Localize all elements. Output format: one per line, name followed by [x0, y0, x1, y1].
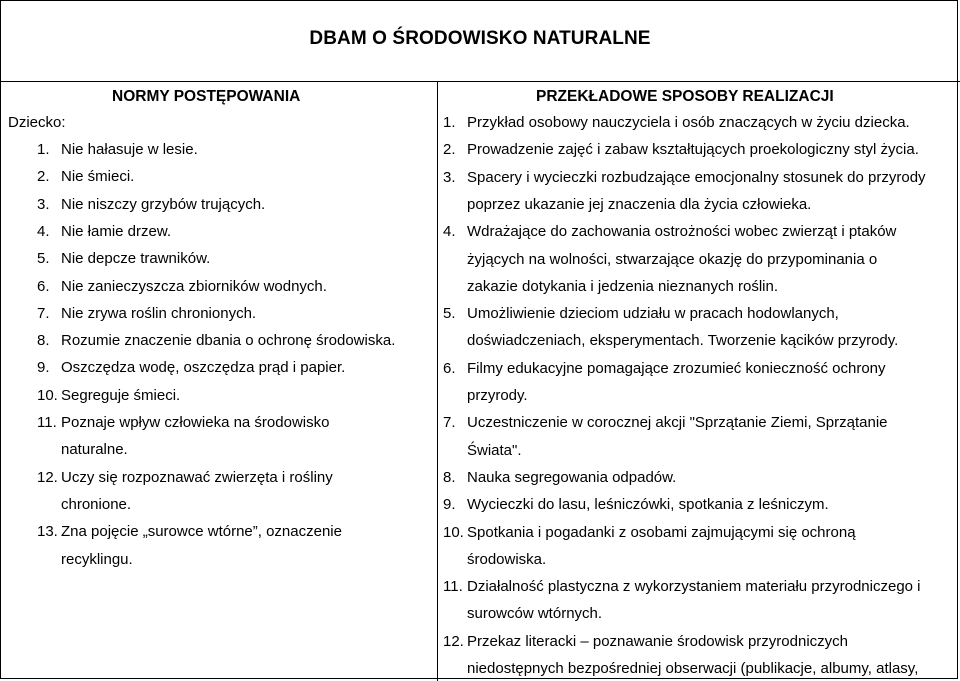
left-item-text: Nie depcze trawników.	[61, 250, 211, 268]
right-item-number: 2.	[443, 141, 456, 159]
left-item-text: Rozumie znaczenie dbania o ochronę środowiska.	[61, 332, 396, 350]
right-item-number: 4.	[443, 223, 456, 241]
right-item-number: 7.	[443, 414, 456, 432]
right-item-text: poprzez ukazanie jej znaczenia dla życia człowieka.	[467, 195, 812, 213]
left-item-text: Nie hałasuje w lesie.	[61, 141, 198, 158]
right-item-text: środowiska.	[467, 550, 547, 568]
right-item-text: Wycieczki do lasu, leśniczówki, spotkania z leśniczym.	[467, 496, 829, 514]
left-intro: Dziecko:	[8, 114, 66, 131]
left-item-number: 2.	[37, 168, 50, 186]
right-item-text: doświadczeniach, eksperymentach. Tworzenie kącików przyrody.	[467, 332, 899, 350]
right-item-number: 3.	[443, 168, 456, 186]
right-item-number: 1.	[443, 114, 456, 131]
title-divider	[0, 81, 960, 82]
left-item-number: 5.	[37, 250, 50, 268]
right-item-text: Prowadzenie zajęć i zabaw kształtujących proekologiczny styl życia.	[467, 141, 919, 159]
left-item-number: 1.	[37, 141, 50, 158]
right-item-number: 5.	[443, 305, 456, 323]
right-item-text: Działalność plastyczna z wykorzystaniem materiału przyrodniczego i	[467, 578, 921, 596]
left-item-number: 6.	[37, 277, 50, 295]
left-item-number: 4.	[37, 222, 50, 240]
right-item-text: Spotkania i pogadanki z osobami zajmującymi się ochroną	[467, 523, 856, 541]
right-item-text: Świata".	[467, 441, 522, 459]
right-item-text: przyrody.	[467, 387, 528, 404]
left-item-text: chronione.	[61, 495, 132, 513]
right-item-text: Przykład osobowy nauczyciela i osób znaczących w życiu dziecka.	[467, 114, 910, 131]
left-item-text: Uczy się rozpoznawać zwierzęta i rośliny	[61, 468, 333, 486]
left-item-text: Zna pojęcie „surowce wtórne”, oznaczenie	[61, 523, 342, 541]
right-column-header: PRZEKŁADOWE SPOSOBY REALIZACJI	[536, 88, 834, 105]
right-item-text: Uczestniczenie w corocznej akcji "Sprzątanie Ziemi, Sprzątanie	[467, 414, 888, 432]
left-item-number: 7.	[37, 304, 50, 322]
left-item-number: 10.	[37, 386, 58, 404]
right-item-text: Umożliwienie dzieciom udziału w pracach hodowlanych,	[467, 305, 839, 323]
left-item-number: 12.	[37, 468, 58, 486]
left-item-text: recyklingu.	[61, 550, 133, 568]
right-item-number: 11.	[443, 578, 463, 596]
left-item-text: Nie śmieci.	[61, 168, 135, 186]
left-item-text: Segreguje śmieci.	[61, 386, 181, 404]
left-item-number: 8.	[37, 332, 50, 350]
left-item-text: Oszczędza wodę, oszczędza prąd i papier.	[61, 359, 346, 377]
left-item-number: 11.	[37, 414, 57, 431]
right-item-number: 9.	[443, 496, 456, 514]
left-item-number: 9.	[37, 359, 50, 377]
right-item-text: Przekaz literacki – poznawanie środowisk przyrodniczych	[467, 632, 848, 650]
left-item-text: Poznaje wpływ człowieka na środowisko	[61, 414, 330, 431]
left-column-header: NORMY POSTĘPOWANIA	[112, 88, 301, 105]
right-item-text: Wdrażające do zachowania ostrożności wobec zwierząt i ptaków	[467, 223, 897, 241]
left-item-number: 3.	[37, 195, 50, 213]
right-item-number: 10.	[443, 523, 464, 541]
left-item-text: naturalne.	[61, 441, 128, 459]
right-item-text: Filmy edukacyjne pomagające zrozumieć konieczność ochrony	[467, 359, 886, 377]
left-item-text: Nie zrywa roślin chronionych.	[61, 304, 257, 322]
right-item-number: 6.	[443, 359, 456, 377]
right-item-number: 8.	[443, 468, 456, 486]
right-item-text: Nauka segregowania odpadów.	[467, 468, 677, 486]
left-item-number: 13.	[37, 523, 58, 541]
right-item-text: Spacery i wycieczki rozbudzające emocjonalny stosunek do przyrody	[467, 168, 926, 186]
left-item-text: Nie niszczy grzybów trujących.	[61, 195, 266, 213]
right-item-number: 12.	[443, 632, 464, 650]
right-item-text: zakazie dotykania i jedzenia nieznanych roślin.	[467, 277, 779, 295]
document-title: DBAM O ŚRODOWISKO NATURALNE	[309, 28, 651, 49]
left-item-text: Nie łamie drzew.	[61, 222, 172, 240]
right-item-text: surowców wtórnych.	[467, 605, 603, 623]
left-item-text: Nie zanieczyszcza zbiorników wodnych.	[61, 277, 327, 295]
right-item-text: niedostępnych bezpośredniej obserwacji (publikacje, albumy, atlasy,	[467, 660, 919, 677]
right-item-text: żyjących na wolności, stwarzające okazję do przypominania o	[467, 250, 878, 268]
column-divider	[437, 82, 438, 681]
